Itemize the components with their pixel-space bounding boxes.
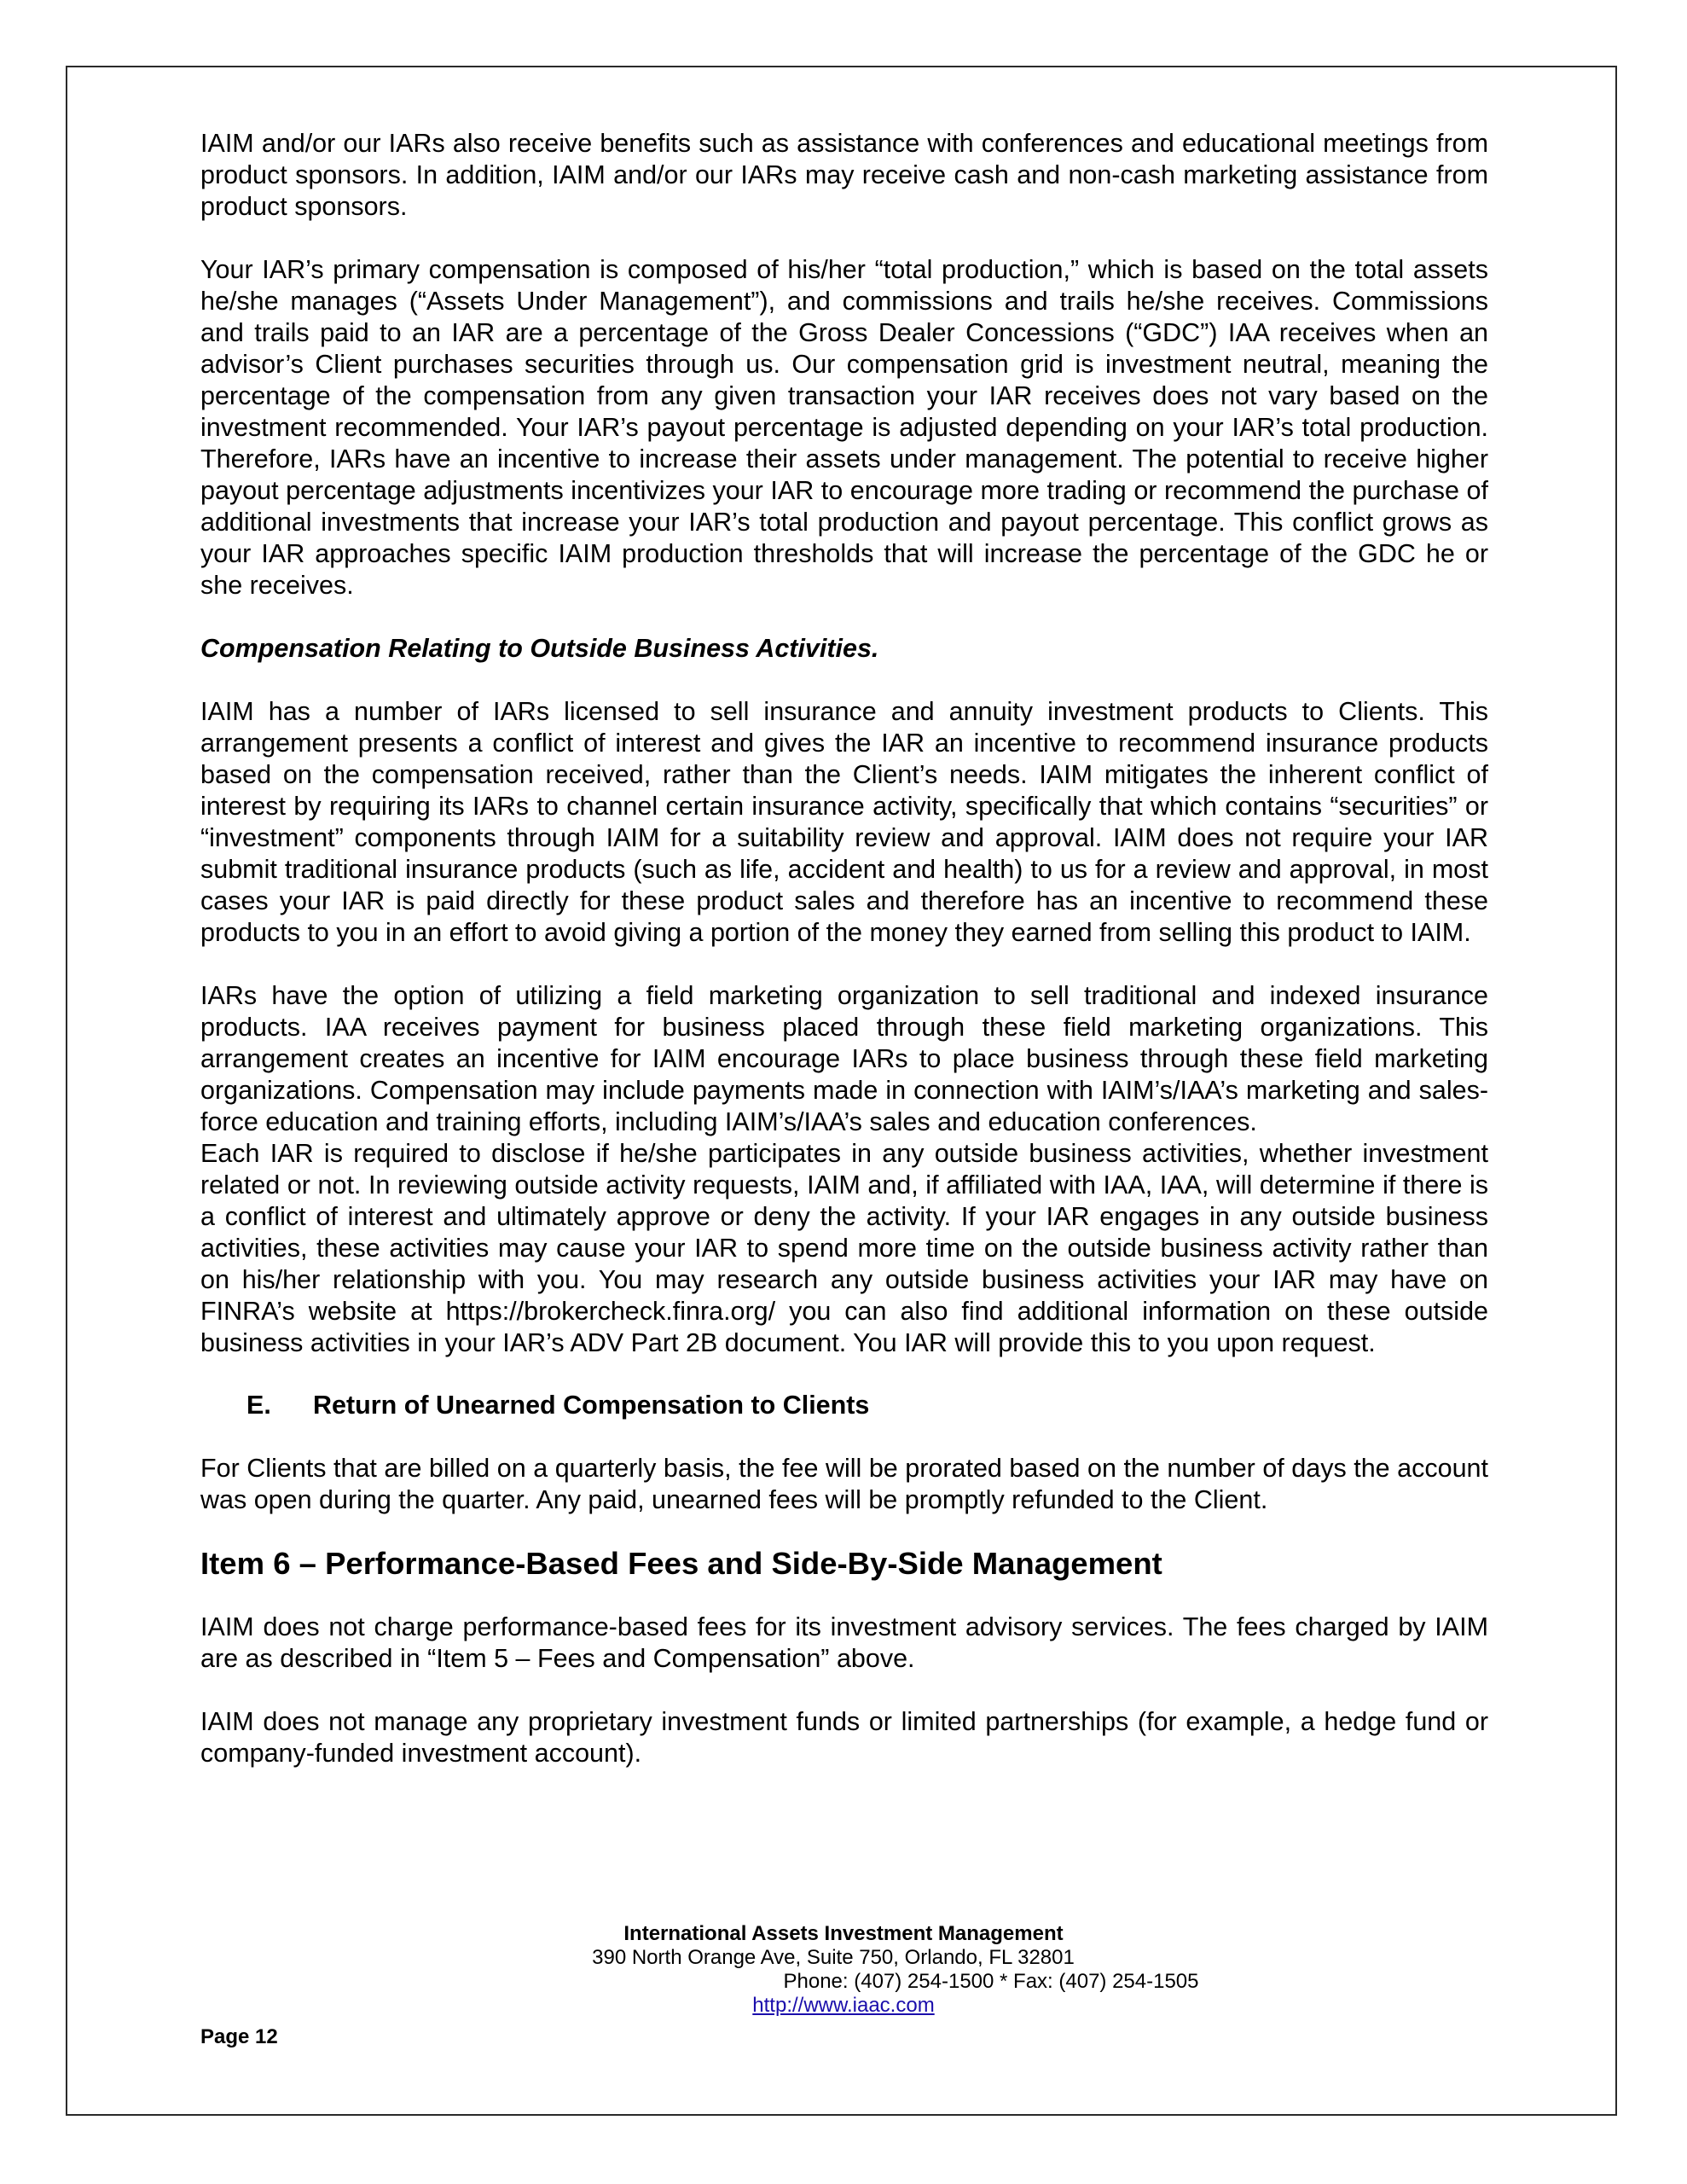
- paragraph-benefits: IAIM and/or our IARs also receive benefits such as assistance with conferences and educational meetings from product sponsors. In addition, IAIM and/or our IARs may receive cash and non-cash marketing assistance from product sponsors.: [200, 129, 1488, 221]
- footer-phone-row: [0, 1970, 1687, 1994]
- paragraph-outside-disclosure: Each IAR is required to disclose if he/she participates in any outside business activities, whether investment related or not. In reviewing outside activity requests, IAIM and, if affiliated with IAA, IAA, will determine if there is a conflict of interest and ultimately approve or deny the activity. If your IAR engages in any outside business activities, these activities may cause your IAR to spend more time on the outside business activity rather than on his/her relationship with you. You may research any outside business activities your IAR may have on FINRA’s website at https://brokercheck.finra.org/ you can also find additional information on these outside business activities in your IAR’s ADV Part 2B document. You IAR will provide this to you upon request.: [200, 1139, 1488, 1357]
- paragraph-performance-fees: IAIM does not charge performance-based fees for its investment advisory services. The fees charged by IAIM are as described in “Item 5 – Fees and Compensation” above.: [200, 1612, 1488, 1673]
- subheading-outside-activities: Compensation Relating to Outside Business Activities.: [200, 634, 879, 663]
- section-e-title: Return of Unearned Compensation to Clients: [313, 1391, 870, 1420]
- section-e-heading: [200, 1390, 1488, 1421]
- footer-address: 390 North Orange Ave, Suite 750, Orlando, FL 32801: [592, 1946, 1075, 1969]
- footer-company: International Assets Investment Management: [623, 1922, 1064, 1945]
- paragraph-quarterly-billing: For Clients that are billed on a quarterly basis, the fee will be prorated based on the number of days the account was open during the quarter. Any paid, unearned fees will be promptly refunded to the Client.: [200, 1454, 1488, 1514]
- page-number: Page 12: [200, 2025, 278, 2048]
- paragraph-field-marketing: IARs have the option of utilizing a field marketing organization to sell traditional and indexed insurance products. IAA receives payment for business placed through these field marketing organizations. This arrangement creates an incentive for IAIM encourage IARs to place business through these field marketing organizations. Compensation may include payments made in connection with IAIM’s/IAA’s marketing and sales-force education and training efforts, including IAIM’s/IAA’s sales and education conferences.: [200, 981, 1488, 1136]
- paragraph-insurance-licensing: IAIM has a number of IARs licensed to sell insurance and annuity investment products to Clients. This arrangement presents a conflict of interest and gives the IAR an incentive to recommend insurance products based on the compensation received, rather than the Client’s needs. IAIM mitigates the inherent conflict of interest by requiring its IARs to channel certain insurance activity, specifically that which contains “securities” or “investment” components through IAIM for a suitability review and approval. IAIM does not require your IAR submit traditional insurance products (such as life, accident and health) to us for a review and approval, in most cases your IAR is paid directly for these product sales and therefore has an incentive to recommend these products to you in an effort to avoid giving a portion of the money they earned from selling this product to IAIM.: [200, 697, 1488, 947]
- footer-phone: Phone: (407) 254-1500 * Fax: (407) 254-1505: [783, 1970, 1199, 1993]
- footer-website-link[interactable]: http://www.iaac.com: [752, 1994, 935, 2017]
- section-e-letter: E.: [246, 1391, 271, 1420]
- page-body: [200, 128, 1488, 1769]
- paragraph-primary-compensation: Your IAR’s primary compensation is composed of his/her “total production,” which is based on the total assets he/she manages (“Assets Under Management”), and commissions and trails he/she receives. Commissions and trails paid to an IAR are a percentage of the Gross Dealer Concessions (“GDC”) IAA receives when an advisor’s Client purchases securities through us. Our compensation grid is investment neutral, meaning the percentage of the compensation from any given transaction your IAR receives does not vary based on the investment recommended. Your IAR’s payout percentage is adjusted depending on your IAR’s total production. Therefore, IARs have an incentive to increase their assets under management. The potential to receive higher payout percentage adjustments incentivizes your IAR to encourage more trading or recommend the purchase of additional investments that increase your IAR’s total production and payout percentage. This conflict grows as your IAR approaches specific IAIM production thresholds that will increase the percentage of the GDC he or she receives.: [200, 255, 1488, 600]
- item6-heading: Item 6 – Performance-Based Fees and Side-By-Side Management: [200, 1546, 1162, 1581]
- paragraph-proprietary-funds: IAIM does not manage any proprietary investment funds or limited partnerships (for example, a hedge fund or company-funded investment account).: [200, 1707, 1488, 1768]
- footer-url-row: [0, 1994, 1687, 2018]
